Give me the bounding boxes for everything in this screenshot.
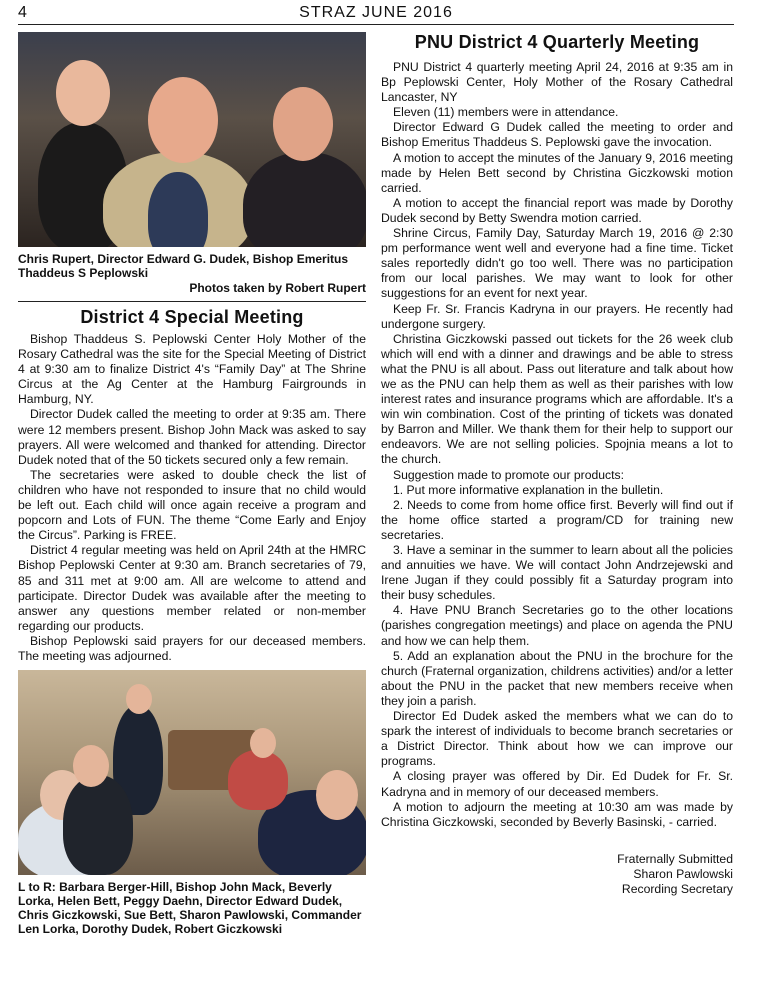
right-column (381, 32, 733, 897)
paragraph: Eleven (11) members were in attendance. (393, 105, 619, 120)
photo-group-at-table (18, 670, 366, 875)
signature-line: Fraternally Submitted (617, 851, 733, 866)
photo-three-men-and-woman (18, 32, 366, 247)
signature-name: Sharon Pawlowski (633, 866, 733, 881)
paragraph: PNU District 4 quarterly meeting April 24, 2016 at 9:35 am in Bp Peplowski Center, Holy Mother of the Rosary Cathedral Lancaster, NY (381, 60, 733, 105)
page-number: 4 (18, 4, 27, 21)
divider (18, 301, 366, 302)
list-item: 1. Put more informative explanation in the bulletin. (393, 482, 664, 497)
list-item: 4. Have PNU Branch Secretaries go to the other locations (parishes congregation meetings) and place on agenda the PNU and how we can help them. (381, 603, 733, 648)
paragraph: Christina Giczkowski passed out tickets for the 26 week club which will end with a dinner and drawings and be able to stress what the PNU is all about. Pass out literature and talk about how we as the PNU can help them as well as their parishes with low interest rates and insurance programs which are affordable. It's a win win combination. Cost of the printing of tickets was donated by Barron and Miller. We thank them for their help to support our endeavors. We are not selling policies. Spojnia means a lot to the church. (381, 331, 733, 467)
photo2-caption: L to R: Barbara Berger-Hill, Bishop John Mack, Beverly Lorka, Helen Bett, Peggy Daehn, Director Edward Dudek, Chris Giczkowski, Sue Bett, Sharon Pawlowski, Commander Len Lorka, Dorothy Dudek, Robert Giczkowski (18, 880, 362, 937)
photo-credit: Photos taken by Robert Rupert (189, 281, 366, 295)
paragraph: A motion to adjourn the meeting at 10:30 am was made by Christina Giczkowski, seconded by Beverly Basinski, - carried. (381, 799, 733, 829)
paragraph: A motion to accept the financial report was made by Dorothy Dudek second by Betty Swendra motion carried. (381, 195, 733, 225)
paragraph: Director Ed Dudek asked the members what we can do to spark the interest of individuals to become branch secretaries or a District Director. Think about how we can improve our programs. (381, 709, 733, 769)
paragraph: A closing prayer was offered by Dir. Ed Dudek for Fr. Sr. Kadryna and in memory of our deceased members. (381, 769, 733, 799)
paragraph: Suggestion made to promote our products: (393, 467, 625, 482)
paragraph: The secretaries were asked to double check the list of children who have not responded to insure that no child would be left out. Each child will once again receive a program and popcorn and Lots of FUN. The theme “Come Early and Enjoy the Circus”. Parking is FREE. (18, 467, 366, 543)
list-item: 5. Add an explanation about the PNU in the brochure for the church (Fraternal organization, childrens activities) and/or a letter about the PNU in the packet that new members receive when they join a parish. (381, 648, 733, 708)
paragraph: Shrine Circus, Family Day, Saturday March 19, 2016 @ 2:30 pm performance went well and everyone had a fine time. Ticket sales reportedly didn't go too well. There was no participation from our local parishes. We may want to look for other suggestions for an event for next year. (381, 226, 733, 301)
signature-block (381, 852, 733, 897)
article-title-quarterly-meeting: PNU District 4 Quarterly Meeting (414, 32, 700, 52)
article-title-special-meeting: District 4 Special Meeting (80, 307, 304, 327)
paragraph: Bishop Peplowski said prayers for our deceased members. The meeting was adjourned. (18, 633, 366, 663)
left-column (18, 32, 366, 936)
page-header (18, 4, 734, 25)
list-item: 2. Needs to come from home office first. Beverly will find out if the home office started a program/CD for training new secretaries. (381, 497, 733, 542)
list-item: 3. Have a seminar in the summer to learn about all the policies and annuities we have. We will contact John Andrzejewski and Irene Jugan if they could possibly fit a Saturday program into their busy schedules. (381, 543, 733, 603)
paragraph: A motion to accept the minutes of the January 9, 2016 meeting made by Helen Bett second by Christina Giczkowski motion carried. (381, 150, 733, 195)
special-meeting-body (18, 332, 366, 664)
quarterly-meeting-body (381, 60, 733, 830)
paragraph: Keep Fr. Sr. Francis Kadryna in our prayers. He recently had undergone surgery. (381, 301, 733, 331)
paragraph: District 4 regular meeting was held on April 24th at the HMRC Bishop Peplowski Center at 9:30 am. Branch secretaries of 79, 85 and 311 met at 9:00 am. All are welcome to attend and participate. Director Dudek was available after the meeting to answer any questions member related or non-member regarding our products. (18, 543, 366, 633)
signature-title: Recording Secretary (621, 881, 733, 896)
masthead: STRAZ JUNE 2016 (299, 4, 453, 21)
paragraph: Director Edward G Dudek called the meeting to order and Bishop Emeritus Thaddeus S. Peplowski gave the invocation. (381, 120, 733, 150)
paragraph: Bishop Thaddeus S. Peplowski Center Holy Mother of the Rosary Cathedral was the site for the Special Meeting of District 4 at 9:30 am to finalize District 4's “Family Day” at The Shrine Circus at the Ag Center at the Hamburg Fairgrounds in Hamburg, NY. (18, 332, 366, 407)
paragraph: Director Dudek called the meeting to order at 9:35 am. There were 12 members present. Bishop John Mack was asked to say prayers. All were welcomed and thanked for attending. Director Dudek noted that of the 50 tickets secured only a few remain. (18, 407, 366, 467)
photo1-caption: Chris Rupert, Director Edward G. Dudek, Bishop Emeritus Thaddeus S Peplowski (18, 252, 349, 280)
